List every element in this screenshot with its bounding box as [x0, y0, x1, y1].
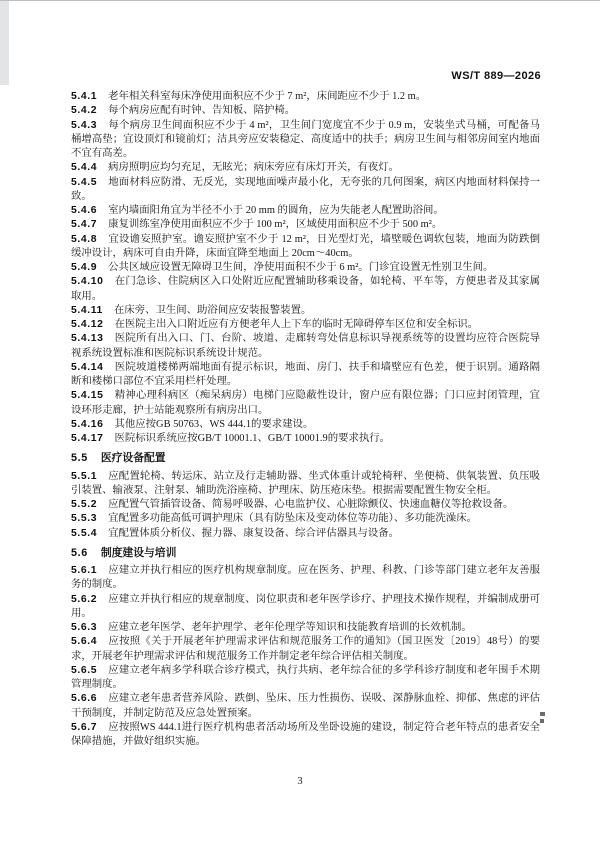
clause-text: 应建立老年病多学科联合诊疗模式，执行共病、老年综合征的多学科诊疗制度和老年围手术期管理制度。: [71, 664, 540, 690]
clause-text: 应建立并执行相应的规章制度、岗位职责和老年医学诊疗、护理技术操作规程，并编制成册可用。: [71, 593, 540, 619]
section-heading: [71, 546, 540, 560]
clause-text: 应建立老年患者营养风险、跌倒、坠床、压力性损伤、误吸、深静脉血栓、抑郁、焦虑的评估干预制度，并制定防范及应急处置预案。: [71, 693, 540, 719]
clause-number: 5.4.6: [71, 205, 98, 216]
clause-number: 5.4.15: [71, 390, 104, 402]
clause-paragraph: [71, 304, 540, 318]
clause-text: 应按照WS 444.1进行医疗机构患者活动场所及坐卧设施的建设，制定符合老年特点的患者安全保障措施，并做好组织实施。: [71, 721, 540, 747]
clause-paragraph: [71, 512, 540, 526]
clause-paragraph: [71, 389, 540, 418]
clause-paragraph: [71, 119, 540, 162]
clause-text: 每个病房应配有时钟、告知板、陪护椅。: [108, 105, 296, 117]
clause-paragraph: [71, 361, 540, 390]
page-number: 3: [297, 776, 303, 787]
standard-number-header: WS/T 889—2026: [451, 70, 541, 82]
clause-number: 5.5.2: [71, 499, 98, 510]
clause-paragraph: [71, 432, 540, 446]
clause-text: 应按照《关于开展老年护理需求评估和规范服务工作的通知》（国卫医发〔2019〕48号）的要求，开展老年护理需求评估和规范服务工作并制定老年综合评估相关制度。: [71, 636, 540, 662]
clause-number: 5.4.2: [71, 105, 98, 117]
clause-text: 精神心理科病区（痴呆病房）电梯门应隐蔽性设计，窗户应有限位器；门口应封闭管理，宜设环形走廊，护士站能观察所有病房出口。: [71, 390, 540, 416]
clause-number: 5.4.7: [71, 219, 98, 231]
clause-paragraph: [71, 692, 540, 721]
clause-paragraph: [71, 664, 540, 693]
clause-number: 5.4.12: [71, 319, 104, 330]
clause-paragraph: [71, 275, 540, 304]
clause-number: 5.6.6: [71, 693, 98, 705]
clause-number: 5.4.8: [71, 233, 98, 245]
clause-number: 5.6.5: [71, 664, 98, 676]
clause-text: 医院所有出入口、门、台阶、坡道、走廊转弯处信息标识导视系统等的设置均应符合医院导视系统设置标准和医院标识系统设计规范。: [71, 333, 540, 359]
clause-paragraph: [71, 204, 540, 218]
clause-text: 其他应按GB 50763、WS 444.1的要求建设。: [114, 418, 314, 430]
clause-text: 宜配置多功能高低可调护理床（具有防坠床及变动体位等功能）、多功能洗澡床。: [108, 513, 477, 525]
clause-paragraph: [71, 104, 540, 118]
clause-text: 应配置气管插管设备、简易呼吸器、心电监护仪、心脏除颤仪、快速血糖仪等抢救设备。: [108, 499, 514, 510]
clause-number: 5.4.17: [71, 433, 104, 444]
section-title: 制度建设与培训: [100, 546, 177, 559]
clause-text: 公共区域应设置无障碍卫生间，净使用面积不少于 6 m²。门诊宜设置无性别卫生间。: [108, 262, 494, 273]
clause-number: 5.6.1: [71, 565, 98, 576]
clause-text: 在医院主出入口附近应有方便老年人上下车的临时无障碍停车区位和安全标识。: [114, 319, 479, 330]
clause-number: 5.5.3: [71, 513, 98, 525]
clause-number: 5.5.4: [71, 527, 98, 539]
clause-paragraph: [71, 90, 540, 104]
clause-text: 宜配置体质分析仪、握力器、康复设备、综合评估器具与设备。: [108, 527, 400, 539]
clause-paragraph: [71, 564, 540, 593]
clause-number: 5.4.1: [71, 91, 98, 102]
clause-paragraph: [71, 498, 540, 512]
clause-paragraph: [71, 593, 540, 622]
clause-text: 室内墙面阳角宜为半径不小于 20 mm 的圆角，应为失能老人配置助浴间。: [108, 205, 444, 216]
clause-paragraph: [71, 418, 540, 432]
clause-number: 5.4.14: [71, 361, 104, 373]
clause-paragraph: [71, 527, 540, 541]
section-number: 5.5: [71, 452, 88, 465]
clause-text: 医院标识系统应按GB/T 10001.1、GB/T 10001.9的要求执行。: [114, 433, 391, 444]
clause-paragraph: [71, 721, 540, 750]
clause-number: 5.4.9: [71, 262, 98, 273]
clause-paragraph: [71, 176, 540, 205]
clause-text: 应建立并执行相应的医疗机构规章制度。应在医务、护理、科教、门诊等部门建立老年友善服务的制度。: [71, 565, 540, 591]
clause-number: 5.4.4: [71, 162, 98, 174]
clause-text: 医院坡道楼梯两端地面有提示标识，地面、房门、扶手和墙壁应有色差，便于识别。通路隔断和楼梯口部位不宜采用栏杆处理。: [71, 361, 540, 387]
scan-artifact-top-edge: [0, 0, 600, 1]
clause-number: 5.4.3: [71, 119, 98, 131]
clause-text: 应建立老年医学、老年护理学、老年伦理学等知识和技能教育培训的长效机制。: [108, 622, 472, 633]
clause-number: 5.4.5: [71, 176, 98, 188]
clause-paragraph: [71, 621, 540, 635]
clause-text: 地面材料应防滑、无反光，实现地面噪声最小化，无夸张的几何图案，病区内地面材料保持一致。: [71, 176, 540, 202]
clause-number: 5.4.16: [71, 418, 104, 430]
clause-text: 应配置轮椅、转运床、站立及行走辅助器、坐式体重计或轮椅秤、坐便椅、供氧装置、负压吸引装置、输液泵、注射泵、辅助洗浴座椅、护理床、防压疮床垫。根据需要配置生物安全柜。: [71, 470, 540, 496]
clause-number: 5.4.11: [71, 304, 103, 316]
clause-text: 老年相关科室每床净使用面积应不少于 7 m²，床间距应不少于 1.2 m。: [108, 91, 427, 102]
scan-artifact-speck: [540, 712, 545, 716]
clause-paragraph: [71, 332, 540, 361]
clause-paragraph: [71, 233, 540, 262]
clause-paragraph: [71, 470, 540, 499]
clause-number: 5.6.3: [71, 622, 98, 633]
clause-text: 康复训练室净使用面积应不少于 100 m²，区域使用面积应不少于 500 m²。: [108, 219, 443, 231]
clause-paragraph: [71, 161, 540, 175]
clause-text: 宜设谵妄照护室。谵妄照护室不少于 12 m²，日光型灯光，墙壁暖色调软包装，地面为防跌倒缓冲设计，病床可自由升降，床面宜降至地面上 20cm～40cm。: [71, 233, 540, 259]
clause-number: 5.5.1: [71, 470, 98, 482]
section-number: 5.6: [71, 546, 88, 559]
clause-paragraph: [71, 218, 540, 232]
section-heading: [71, 451, 540, 465]
section-title: 医疗设备配置: [100, 452, 166, 465]
clause-text: 每个病房卫生间面积应不少于 4 m²，卫生间门宽度宜不少于 0.9 m，安装坐式马桶，可配备马桶增高垫；宜设顶灯和镜前灯；洁具旁应安装稳定、高度适中的扶手；病房卫生间与相邻房间室内地面不宜有高差。: [71, 119, 540, 159]
scan-artifact-left-edge: [0, 1, 9, 85]
clause-number: 5.4.10: [71, 276, 104, 288]
document-body: [71, 90, 540, 749]
clause-number: 5.6.2: [71, 593, 98, 605]
clause-number: 5.4.13: [71, 333, 104, 345]
clause-text: 在门急诊、住院病区入口处附近应配置辅助移乘设备，如轮椅、平车等，方便患者及其家属取用。: [71, 276, 540, 302]
clause-number: 5.6.7: [71, 721, 98, 733]
clause-text: 病房照明应均匀充足，无眩光；病床旁应有床灯开关，有夜灯。: [108, 162, 400, 174]
clause-number: 5.6.4: [71, 636, 98, 648]
clause-paragraph: [71, 635, 540, 664]
clause-paragraph: [71, 261, 540, 275]
scan-artifact-speck: [540, 719, 544, 723]
clause-text: 在床旁、卫生间、助浴间应安装报警装置。: [113, 304, 312, 316]
clause-paragraph: [71, 318, 540, 332]
